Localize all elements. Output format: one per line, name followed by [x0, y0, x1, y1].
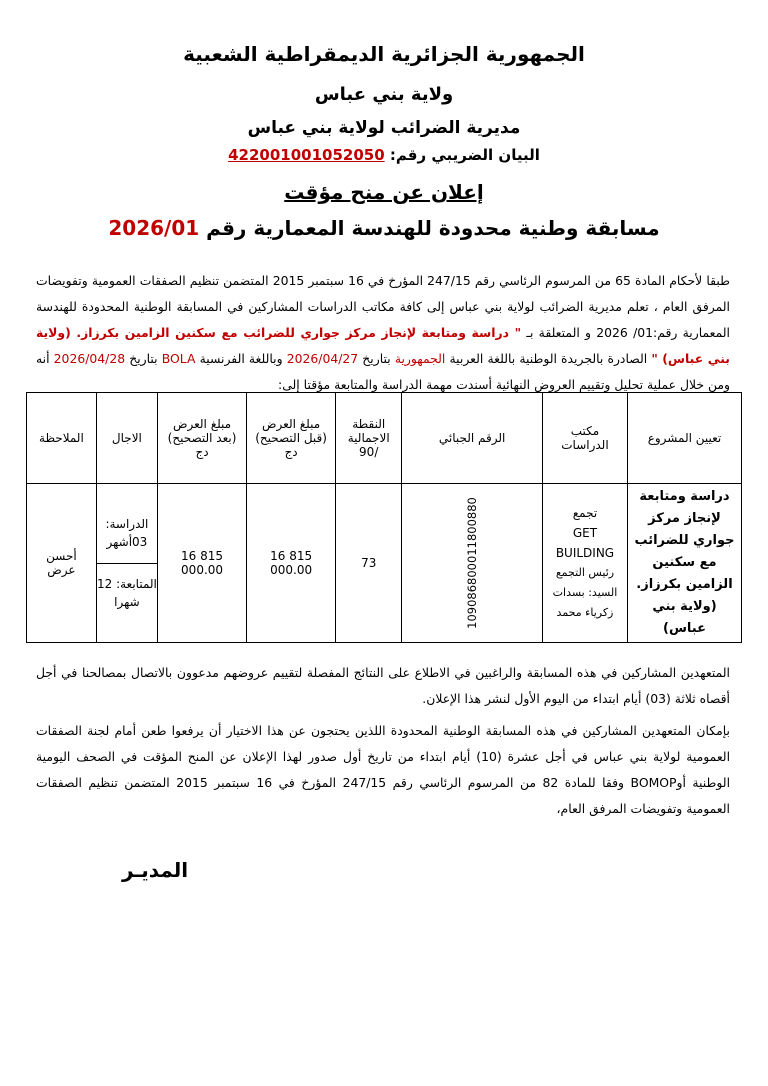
score-value: 73: [361, 556, 377, 570]
amount-after-value: 16 815 000.00: [181, 549, 224, 577]
office-line4: السيد: بسدات زكرياء محمد: [552, 586, 618, 619]
header-notes: الملاحظة: [27, 393, 97, 484]
notice-title: إعلان عن منح مؤقت: [284, 180, 484, 204]
competition-number: 2026/01: [108, 216, 200, 240]
intro-date-ar: 2026/04/27: [286, 351, 359, 366]
cell-tax-id: [402, 484, 543, 643]
contact-paragraph: المتعهدين المشاركين في هذه المسابقة والراغبين في الاطلاع على النتائج المفصلة لتقييم عروضهم مدعوون بالاتصال بمصالحنا في أجل أقصاه ثلاثة (03) أيام ابتداء من اليوم الأول لنشر هذا الإعلان.: [36, 665, 730, 706]
awards-table: [26, 392, 742, 643]
competition-title: [0, 216, 768, 240]
header-amount-after: مبلغ العرض (بعد التصحيح) دج: [158, 393, 247, 484]
intro-part6: أنه ومن خلال عملية تحليل وتقييم العروض النهائية أسندت مهمة الدراسة والمتابعة مؤقتا إلى:: [36, 351, 730, 392]
republic-title: الجمهورية الجزائرية الديمقراطية الشعبية: [183, 42, 585, 66]
intro-part2: الصادرة بالجريدة الوطنية باللغة العربية: [449, 351, 648, 366]
duration-followup: المتابعة: 12 شهرا: [96, 576, 157, 609]
cell-duration: [96, 484, 157, 643]
header-office: مكتب الدراسات: [542, 393, 627, 484]
intro-date-fr: 2026/04/28: [53, 351, 126, 366]
cell-office: [542, 484, 627, 643]
intro-paragraph: [36, 268, 730, 398]
cell-score: [336, 484, 402, 643]
directorate-title: مديرية الضرائب لولاية بني عباس: [247, 118, 521, 138]
tax-number: 422001001052050: [228, 146, 385, 164]
amount-before-value: 16 815 000.00: [270, 549, 313, 577]
header-amount-before: مبلغ العرض (قبل التصحيح) دج: [247, 393, 336, 484]
notes-value: أحسن عرض: [46, 549, 77, 577]
intro-part4: وباللغة الفرنسية: [199, 351, 283, 366]
office-line2: GET BUILDING: [555, 526, 615, 560]
header-tax-id: الرقم الجبائي: [402, 393, 543, 484]
competition-prefix: مسابقة وطنية محدودة للهندسة المعمارية رقم: [206, 216, 660, 240]
tax-id-value: 109086800011800880: [465, 497, 480, 629]
intro-newspaper-fr: BOLA: [161, 351, 196, 366]
office-line3: رئيس التجمع: [555, 566, 615, 579]
intro-part1: طبقا لأحكام المادة 65 من المرسوم الرئاسي رقم 247/15 المؤرخ في 16 سبتمبر 2015 المتضمن تنظيم الصفقات العمومية وتفويضات المرفق العام ، تعلم مديرية الضرائب لولاية بني عباس إلى كافة مكاتب الدراسات المشاركين في المسابقة الوطنية المحدودة للهندسة المعمارية رقم:01/ 2026 و المتعلقة بـ: [36, 273, 730, 340]
header-duration: الاجال: [96, 393, 157, 484]
duration-study: الدراسة: 03أشهر: [97, 504, 157, 564]
header-score: النقطة الاجمالية /90: [336, 393, 402, 484]
cell-notes: [27, 484, 97, 643]
tax-label: البيان الضريبي رقم:: [389, 146, 540, 164]
header-project: تعيين المشروع: [627, 393, 741, 484]
intro-part3: بتاريخ: [362, 351, 391, 366]
table-row: [27, 484, 742, 643]
cell-project: [627, 484, 741, 643]
project-text: دراسة ومتابعة لإنجاز مركز جواري للضرائب مع سكنين الزامين بكرزاز. (ولاية بني عباس): [634, 489, 735, 636]
tax-statement: [0, 146, 768, 164]
intro-project-quote: " دراسة ومتابعة لإنجاز مركز جواري للضرائب مع سكنين الزامين بكرزاز. (ولاية بني عباس) ": [36, 325, 730, 366]
director-signature: المديـر: [122, 858, 189, 882]
cell-amount-before: [247, 484, 336, 643]
appeal-paragraph: بإمكان المتعهدين المشاركين في هذه المسابقة الوطنية المحدودة اللذين يحتجون عن هذا الاختيار أن يرفعوا طعن أمام لجنة الصفقات العمومية لولاية بني عباس في أجل عشرة (10) أيام ابتداء من تاريخ أول صدور لهذا الإعلان عن المنح المؤقت في الصحف اليومية الوطنية أوBOMOP وفقا للمادة 82 من المرسوم الرئاسي رقم 247/15 المؤرخ في 16 سبتمبر 2015 المتضمن تنظيم الصفقات العمومية وتفويضات المرفق العام،: [36, 723, 731, 816]
office-line1: تجمع: [572, 506, 598, 520]
cell-amount-after: [158, 484, 247, 643]
intro-newspaper-ar: الجمهورية: [394, 351, 446, 366]
wilaya-title: ولاية بني عباس: [314, 84, 454, 105]
intro-part5: بتاريخ: [129, 351, 158, 366]
table-header-row: [27, 393, 742, 484]
